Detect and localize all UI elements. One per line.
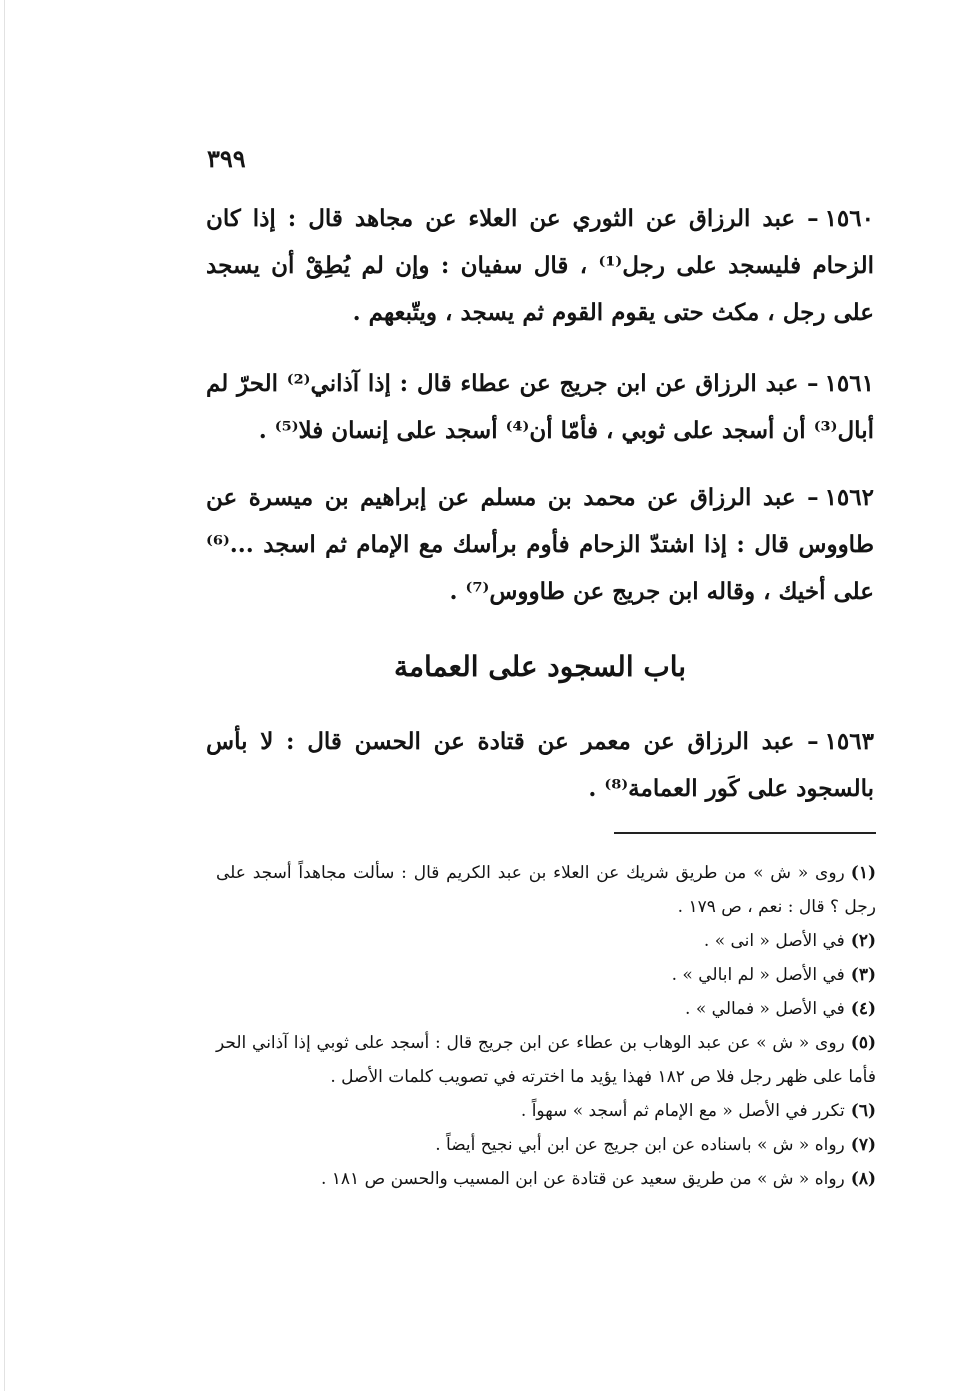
footnote-text: رواه « ش » باسناده عن ابن جريج عن ابن أبي نجيح أيضاً . bbox=[435, 1135, 845, 1155]
footnote-6 bbox=[216, 1094, 876, 1128]
footnote-text: في الأصل « انى » . bbox=[703, 931, 845, 951]
entry-number: ١٥٦٢ bbox=[824, 484, 874, 511]
entry-text: – عبد الرزاق عن محمد بن مسلم عن إبراهيم بن ميسرة عن طاووس قال : إذا اشتدّ الزحام فأوم برأسك مع الإمام ثم اسجد ...⁽⁶⁾ على أخيك ، وقاله ابن جريج عن طاووس⁽⁷⁾ . bbox=[206, 484, 874, 605]
page-number: ٣٩٩ bbox=[207, 144, 246, 173]
entry-1563 bbox=[206, 718, 874, 812]
footnote-4 bbox=[216, 992, 876, 1026]
footnote-8 bbox=[216, 1162, 876, 1196]
footnote-text: روى « ش » عن عبد الوهاب بن عطاء عن ابن جريج قال : أسجد على ثوبي إذا آذاني الحر فأما على ظهر رجل فلا ص ١٨٢ فهذا يؤيد ما اخترته في تصويب كلمات الأصل . bbox=[216, 1033, 876, 1087]
footnote-number: (٦) bbox=[850, 1101, 876, 1121]
footnote-text: تكرر في الأصل « مع الإمام ثم أسجد » سهواً . bbox=[520, 1101, 845, 1121]
footnote-text: رواه « ش » من طريق سعيد عن قتادة عن ابن المسيب والحسن ص ١٨١ . bbox=[320, 1169, 845, 1189]
footnote-text: روى « ش » من طريق شريك عن العلاء بن عبد الكريم قال : سألت مجاهداً أسجد على رجل ؟ قال : نعم ، ص ١٧٩ . bbox=[216, 863, 876, 917]
footnote-1 bbox=[216, 856, 876, 924]
footnote-divider bbox=[614, 832, 876, 834]
footnote-7 bbox=[216, 1128, 876, 1162]
footnote-number: (٥) bbox=[850, 1033, 876, 1053]
footnote-number: (٧) bbox=[850, 1135, 876, 1155]
entry-1562 bbox=[206, 474, 874, 615]
entry-1561 bbox=[206, 360, 874, 454]
footnote-number: (٨) bbox=[850, 1169, 876, 1189]
entry-number: ١٥٦١ bbox=[824, 370, 874, 397]
entry-text: – عبد الرزاق عن معمر عن قتادة عن الحسن قال : لا بأس بالسجود على كَور العمامة⁽⁸⁾ . bbox=[206, 728, 874, 802]
footnote-number: (١) bbox=[850, 863, 876, 883]
footnote-text: في الأصل « لم ابالي » . bbox=[671, 965, 845, 985]
footnote-5 bbox=[216, 1026, 876, 1094]
entry-text: – عبد الرزاق عن الثوري عن العلاء عن مجاهد قال : إذا كان الزحام فليسجد على رجل⁽¹⁾ ، قال سفيان : وإن لم يُطِقْ أن يسجد على رجل ، مكث حتى يقوم القوم ثم يسجد ، ويتّبعهم . bbox=[206, 205, 874, 326]
footnote-number: (٣) bbox=[850, 965, 876, 985]
entry-number: ١٥٦٠ bbox=[824, 205, 874, 232]
footnote-number: (٢) bbox=[850, 931, 876, 951]
entry-text: – عبد الرزاق عن ابن جريج عن عطاء قال : إذا آذاني⁽²⁾ الحرّ لم أبال⁽³⁾ أن أسجد على ثوبي ، فأمّا أن⁽⁴⁾ أسجد على إنسان فلا⁽⁵⁾ . bbox=[206, 370, 874, 444]
footnote-3 bbox=[216, 958, 876, 992]
entry-1560 bbox=[206, 195, 874, 336]
footnotes bbox=[216, 856, 876, 1196]
chapter-heading: باب السجود على العمامة bbox=[393, 650, 687, 683]
footnote-text: في الأصل « فمالي » . bbox=[685, 999, 845, 1019]
footnote-2 bbox=[216, 924, 876, 958]
entry-number: ١٥٦٣ bbox=[824, 728, 874, 755]
scan-edge-line bbox=[4, 0, 5, 1391]
footnote-number: (٤) bbox=[850, 999, 876, 1019]
